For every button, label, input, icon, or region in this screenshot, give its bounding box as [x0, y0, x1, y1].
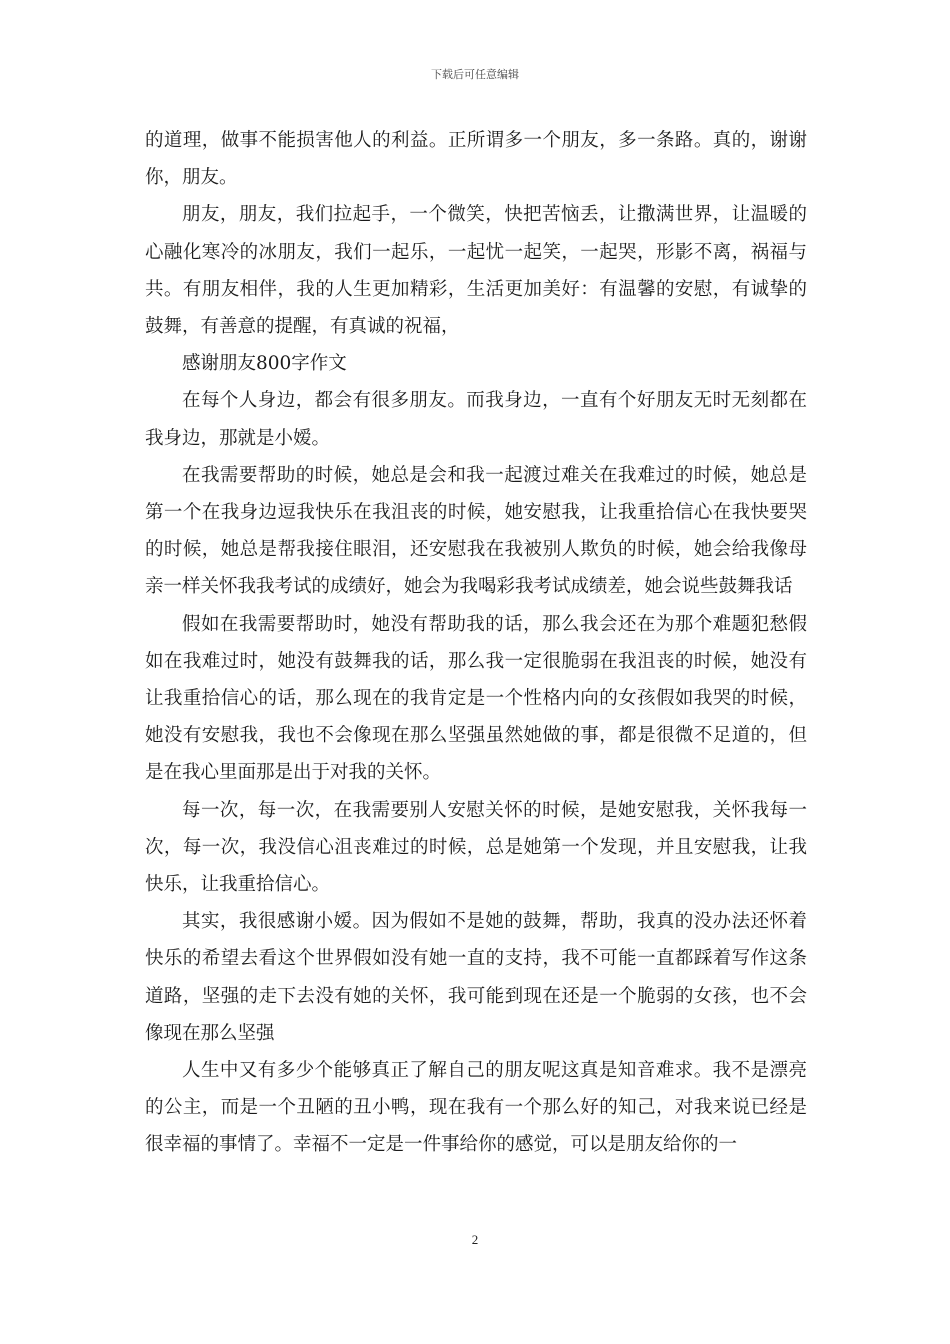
paragraph: 人生中又有多少个能够真正了解自己的朋友呢这真是知音难求。我不是漂亮的公主，而是一个丑陋的丑小鸭，现在我有一个那么好的知己，对我来说已经是很幸福的事情了。幸福不一定是一件事给你的感觉，可以是朋友给你的一	[145, 1060, 807, 1156]
page-header: 下载后可任意编辑	[431, 68, 519, 81]
paragraph: 朋友，朋友，我们拉起手，一个微笑，快把苦恼丢，让撒满世界，让温暖的心融化寒冷的冰朋友，我们一起乐，一起忧一起笑，一起哭，形影不离，祸福与共。有朋友相伴，我的人生更加精彩，生活更加美好：有温馨的安慰，有诚挚的鼓舞，有善意的提醒，有真诚的祝福，	[145, 204, 807, 338]
section-heading: 感谢朋友800字作文	[182, 353, 347, 375]
paragraph: 假如在我需要帮助时，她没有帮助我的话，那么我会还在为那个难题犯愁假如在我难过时，她没有鼓舞我的话，那么我一定很脆弱在我沮丧的时候，她没有让我重拾信心的话，那么现在的我肯定是一个性格内向的女孩假如我哭的时候，她没有安慰我，我也不会像现在那么坚强虽然她做的事，都是很微不足道的，但是在我心里面那是出于对我的关怀。	[145, 613, 807, 784]
document-body	[145, 122, 807, 1164]
paragraph: 的道理，做事不能损害他人的利益。正所谓多一个朋友，多一条路。真的，谢谢你，朋友。	[145, 130, 807, 189]
paragraph: 其实，我很感谢小嫒。因为假如不是她的鼓舞，帮助，我真的没办法还怀着快乐的希望去看这个世界假如没有她一直的支持，我不可能一直都踩着写作这条道路，坚强的走下去没有她的关怀，我可能到现在还是一个脆弱的女孩，也不会像现在那么坚强	[145, 911, 807, 1044]
paragraph: 在我需要帮助的时候，她总是会和我一起渡过难关在我难过的时候，她总是第一个在我身边逗我快乐在我沮丧的时候，她安慰我，让我重拾信心在我快要哭的时候，她总是帮我接住眼泪，还安慰我在我被别人欺负的时候，她会给我像母亲一样关怀我我考试的成绩好，她会为我喝彩我考试成绩差，她会说些鼓舞我话	[145, 464, 807, 598]
page-number: 2	[471, 1232, 479, 1247]
paragraph: 在每个人身边，都会有很多朋友。而我身边，一直有个好朋友无时无刻都在我身边，那就是小嫒。	[145, 390, 807, 449]
paragraph: 每一次，每一次，在我需要别人安慰关怀的时候，是她安慰我，关怀我每一次，每一次，我没信心沮丧难过的时候，总是她第一个发现，并且安慰我，让我快乐，让我重拾信心。	[145, 799, 807, 896]
